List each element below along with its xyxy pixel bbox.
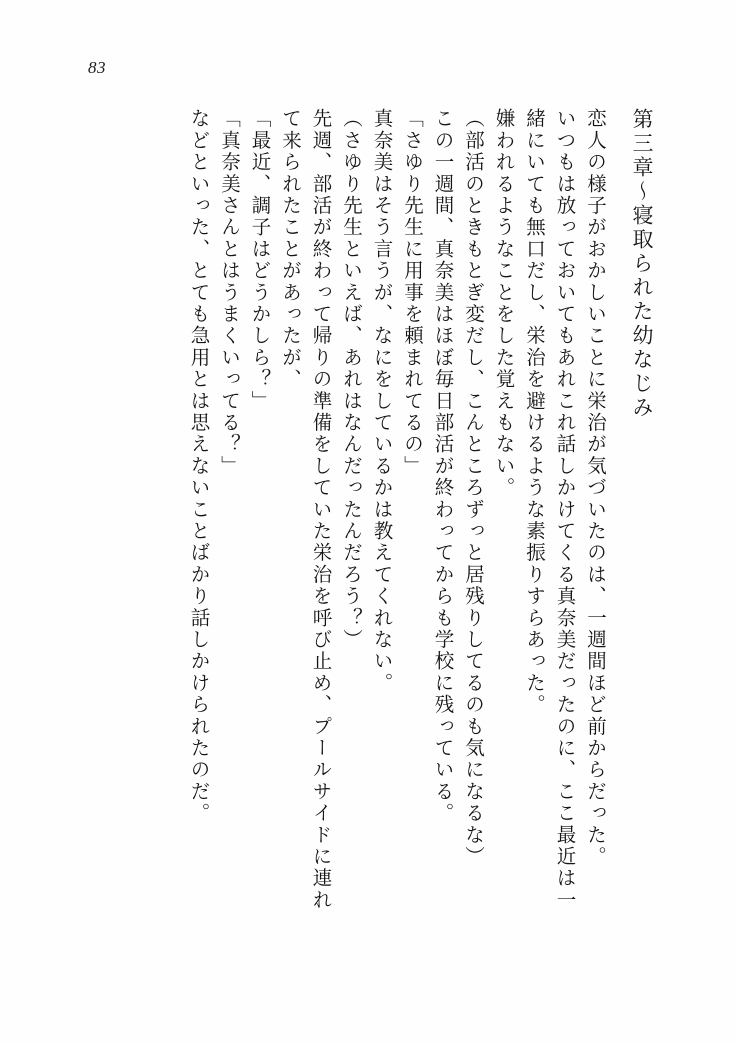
- text-column-6: この一週間、真奈美はほぼ毎日部活が終わってからも学校に残っている。: [431, 108, 455, 825]
- text-column-14: などといった、とても急用とは思えないことばかり話しかけられたのだ。: [187, 108, 211, 825]
- text-column-1: 恋人の様子がおかしいことに栄治が気づいたのは、一週間ほど前からだった。: [584, 108, 607, 868]
- text-column-8: 真奈美はそう言うが、なにをしているかは教えてくれない。: [370, 108, 394, 694]
- text-column-2: いつもは放っておいてもあれこれ話しかけてくる真奈美だったのに、ここ最近は一: [553, 108, 577, 911]
- vertical-text-block: [52, 108, 652, 938]
- page-number: 83: [88, 58, 106, 77]
- chapter-heading: 第三章～寝取られた幼なじみ: [630, 108, 654, 420]
- text-column-9: （さゆり先生といえば、あれはなんだったんだろう？）: [340, 108, 363, 651]
- text-column-7: 「さゆり先生に用事を頼まれてるの」: [401, 108, 424, 477]
- text-column-5: （部活のときもとぎ変だし、こんところずっと居残りしてるのも気になるな）: [462, 108, 485, 868]
- text-column-10: 先週、部活が終わって帰りの準備をしていた栄治を呼び止め、プールサイドに連れ: [309, 108, 333, 911]
- text-column-12: 「最近、調子はどうかしら？」: [248, 108, 272, 412]
- text-column-4: 嫌われるようなことをした覚えもない。: [492, 108, 516, 499]
- text-column-13: 「真奈美さんとはうまくいってる？」: [218, 108, 241, 477]
- text-column-11: て来られたことがあったが、: [279, 108, 302, 391]
- text-column-3: 緒にいても無口だし、栄治を避けるような素振りすらあった。: [523, 108, 546, 716]
